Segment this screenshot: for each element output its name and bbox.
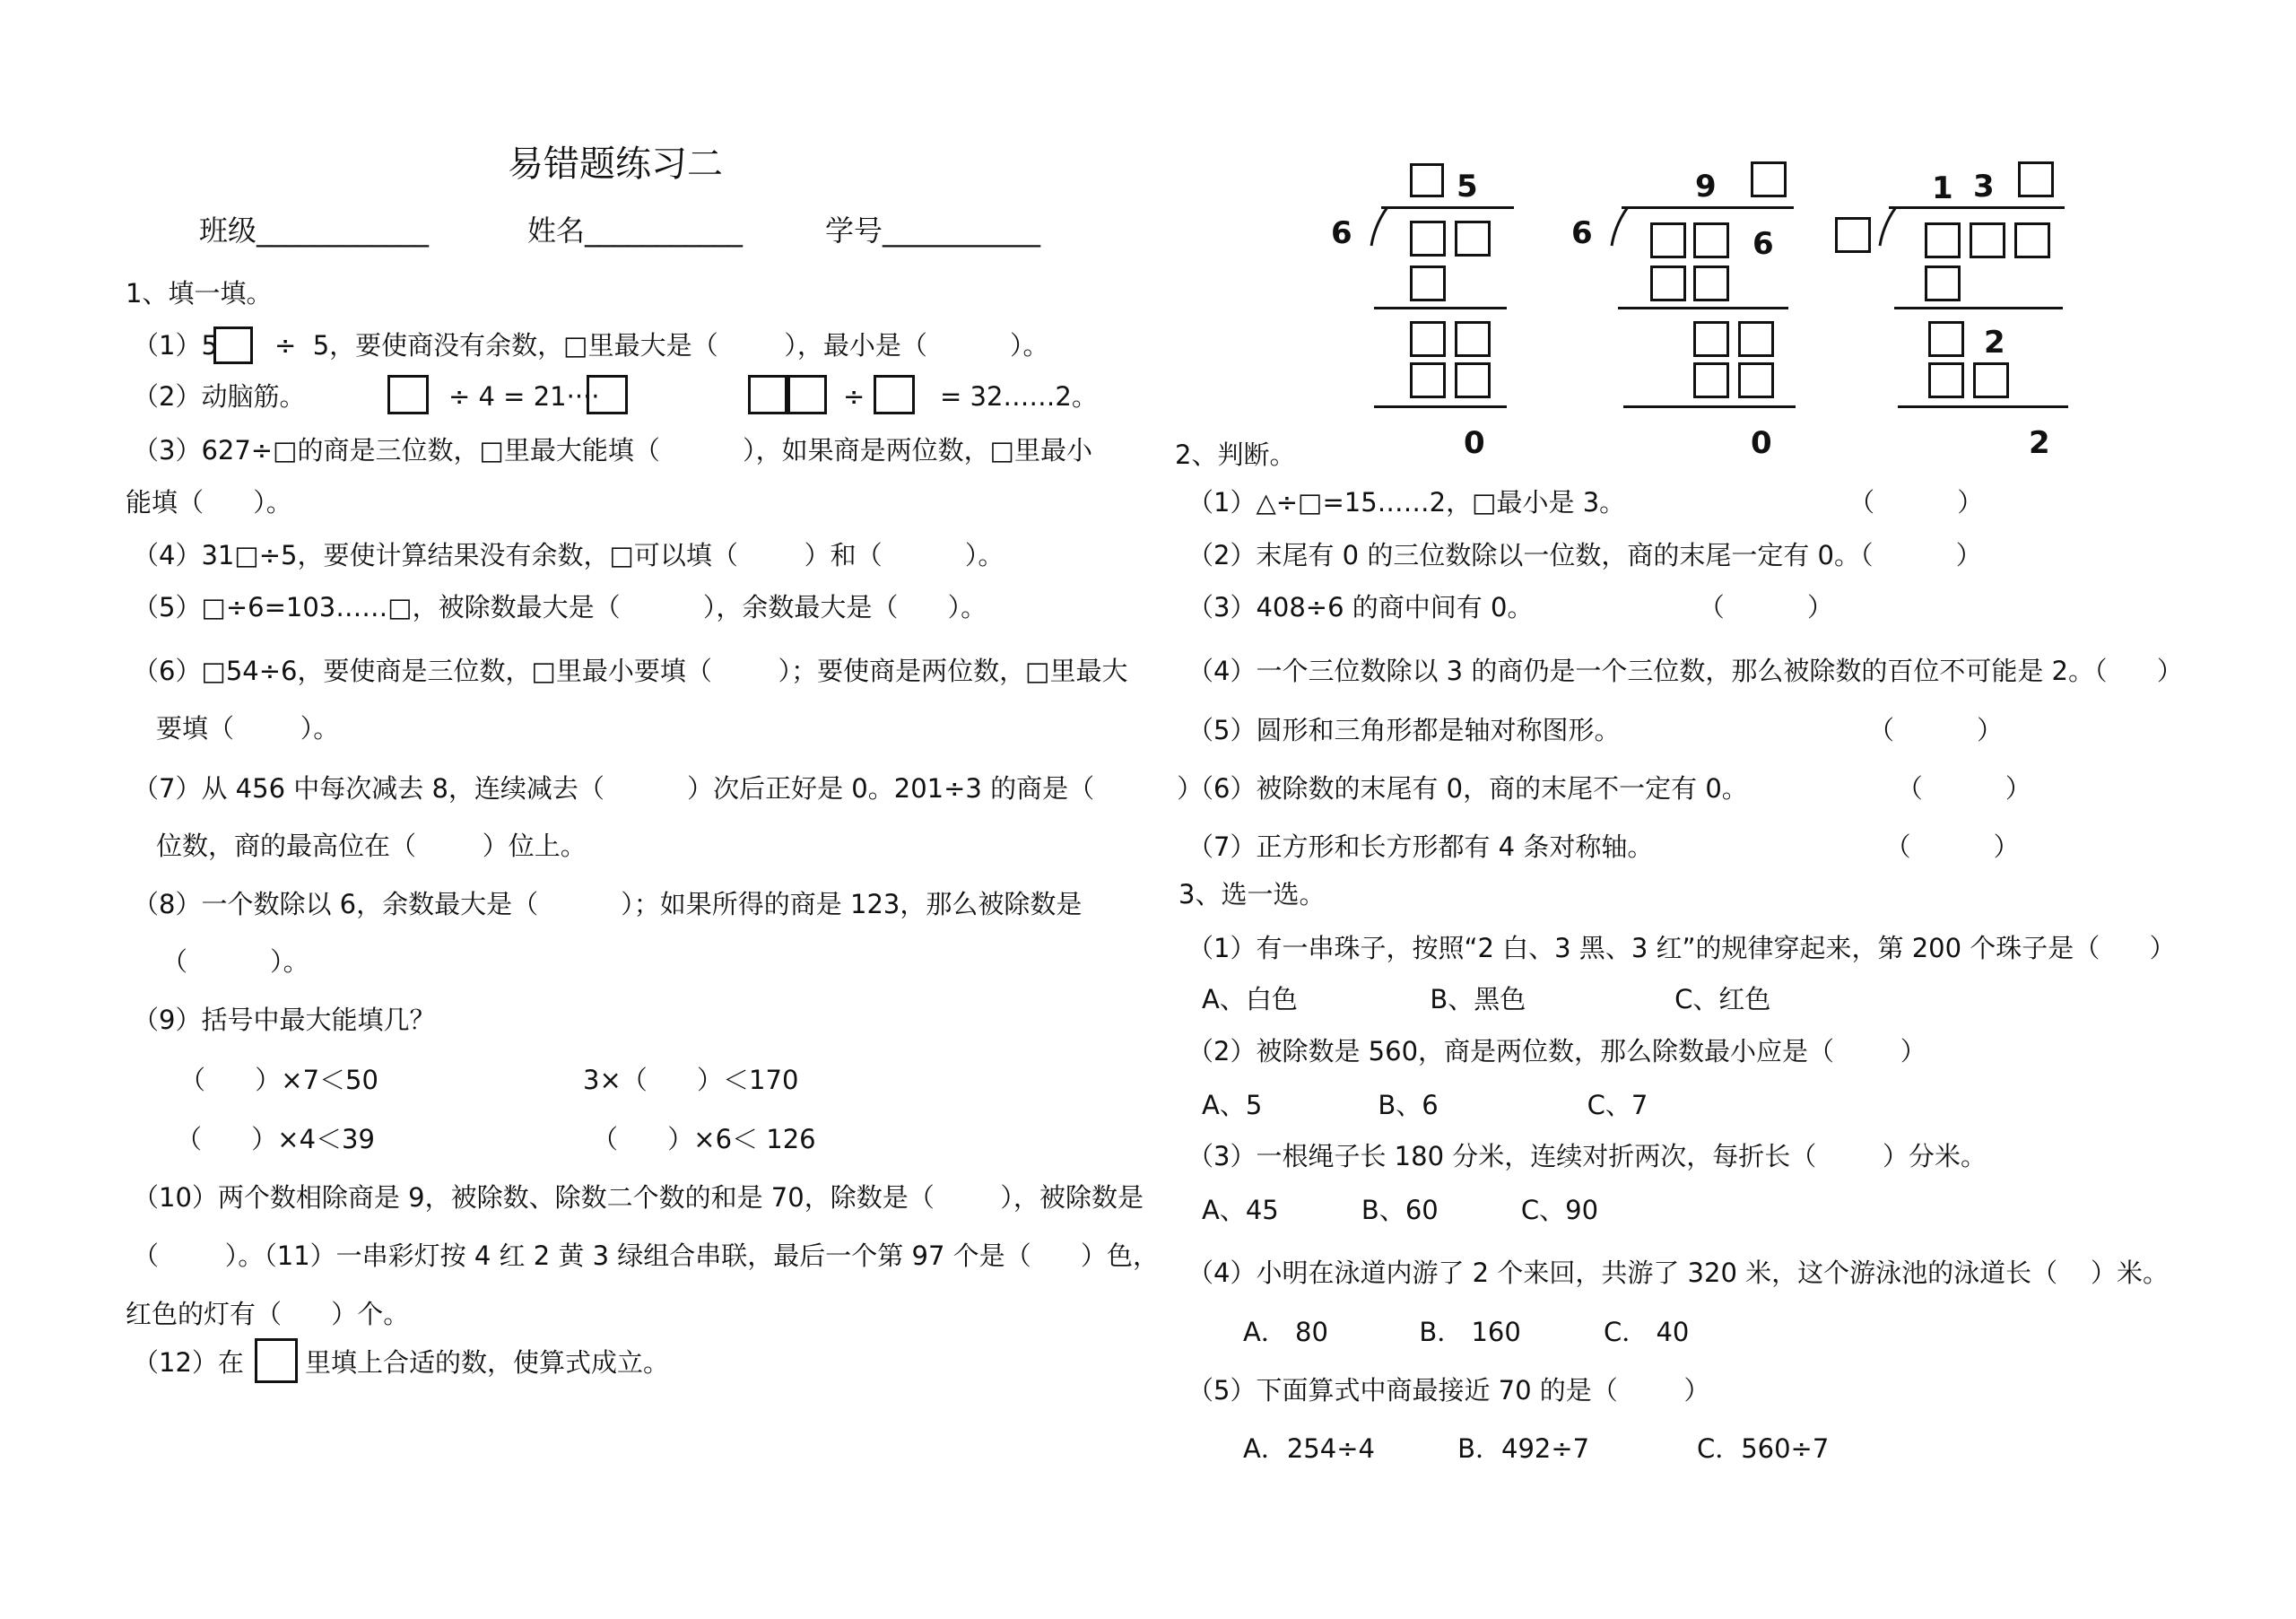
q1-prefix: （1）5 xyxy=(133,330,218,361)
choice-q4-options[interactable]: A． 80 B． 160 C． 40 xyxy=(1243,1317,1690,1347)
q9-c: （ ）×4＜39 xyxy=(176,1124,375,1154)
q2-box-1[interactable] xyxy=(387,375,429,414)
p1-box[interactable] xyxy=(1455,362,1491,398)
page-title: 易错题练习二 xyxy=(508,144,723,185)
q1-blank-box[interactable] xyxy=(213,326,253,364)
choice-q2: （2）被除数是 560，商是两位数，那么除数最小应是（ ） xyxy=(1187,1036,1926,1066)
judge-item-4: （4）一个三位数除以 3 的商仍是一个三位数，那么被除数的百位不可能是 2。（ ） xyxy=(1187,656,2183,686)
p2-quotient-digit: 9 xyxy=(1695,169,1717,205)
q12-text: 里填上合适的数，使算式成立。 xyxy=(305,1347,670,1378)
q2-div-sign: ÷ xyxy=(843,381,865,412)
p2-division-bracket xyxy=(1608,205,1635,249)
p1-box[interactable] xyxy=(1455,221,1491,257)
q2-text-2: = 32……2。 xyxy=(940,381,1098,412)
p1-mid-line xyxy=(1374,307,1507,309)
q1-text: ÷ 5，要使商没有余数，□里最大是（ ），最小是（ ）。 xyxy=(274,330,1049,361)
q10-line-1: （10）两个数相除商是 9，被除数、除数二个数的和是 70，除数是（ ），被除数是 xyxy=(133,1182,1144,1213)
q2-box-4[interactable] xyxy=(787,375,827,414)
section-3-heading: 3、选一选。 xyxy=(1178,879,1326,910)
q9-d: （ ）×6＜ 126 xyxy=(592,1124,816,1154)
p1-bottom-line xyxy=(1374,405,1507,408)
p3-mid-line xyxy=(1894,307,2063,309)
p3-box[interactable] xyxy=(1925,265,1961,301)
p1-box[interactable] xyxy=(1410,265,1446,301)
p3-quotient-digit-2: 3 xyxy=(1973,169,1995,205)
q11-line-3: 红色的灯有（ ）个。 xyxy=(126,1299,410,1329)
p2-remainder: 0 xyxy=(1751,425,1772,461)
p2-dividend-digit: 6 xyxy=(1752,226,1774,262)
p3-box[interactable] xyxy=(1970,222,2005,258)
q12-prefix: （12）在 xyxy=(133,1347,244,1378)
p2-quotient-box[interactable] xyxy=(1751,161,1787,197)
choice-q3-options[interactable]: A、45 B、60 C、90 xyxy=(1202,1195,1599,1225)
q3-line-2: 能填（ ）。 xyxy=(126,487,292,518)
p3-top-line xyxy=(1889,206,2065,209)
p1-box[interactable] xyxy=(1410,321,1446,357)
q5-text: （5）□÷6=103……□，被除数最大是（ ），余数最大是（ ）。 xyxy=(133,592,987,622)
q9-a: （ ）×7＜50 xyxy=(179,1065,378,1095)
p2-box[interactable] xyxy=(1738,321,1774,357)
p2-box[interactable] xyxy=(1693,321,1729,357)
p1-divisor: 6 xyxy=(1331,215,1352,251)
section-1-heading: 1、填一填。 xyxy=(126,278,273,309)
q4-text: （4）31□÷5，要使计算结果没有余数，□可以填（ ）和（ ）。 xyxy=(133,540,1004,570)
q6-line-2: 要填（ ）。 xyxy=(156,713,340,744)
q2-box-3[interactable] xyxy=(748,375,787,414)
choice-q2-options[interactable]: A、5 B、6 C、7 xyxy=(1202,1090,1648,1120)
p3-partial-digit: 2 xyxy=(1984,325,2005,361)
q6-line-1: （6）□54÷6，要使商是三位数，□里最小要填（ ）；要使商是两位数，□里最大 xyxy=(133,656,1128,686)
q2-box-2[interactable] xyxy=(587,375,628,414)
choice-q4: （4）小明在泳道内游了 2 个来回，共游了 320 米，这个游泳池的泳道长（ ）米。 xyxy=(1187,1258,2170,1288)
p2-bottom-line xyxy=(1623,405,1796,408)
p1-box[interactable] xyxy=(1410,221,1446,257)
p2-top-line xyxy=(1622,206,1794,209)
q9-b: 3×（ ）＜170 xyxy=(583,1065,799,1095)
choice-q1: （1）有一串珠子，按照“2 白、3 黑、3 红”的规律穿起来，第 200 个珠子是（ ） xyxy=(1187,933,2176,963)
p2-box[interactable] xyxy=(1650,265,1686,301)
judge-item-2: （2）末尾有 0 的三位数除以一位数，商的末尾一定有 0。（ ） xyxy=(1187,540,1982,570)
p3-remainder: 2 xyxy=(2029,425,2050,461)
p3-division-bracket xyxy=(1876,205,1903,249)
p3-box[interactable] xyxy=(1973,362,2009,398)
judge-item-3: （3）408÷6 的商中间有 0。 （ ） xyxy=(1187,592,1833,622)
p2-box[interactable] xyxy=(1693,362,1729,398)
p2-divisor: 6 xyxy=(1571,215,1593,251)
q7-line-2: 位数，商的最高位在（ ）位上。 xyxy=(156,831,587,861)
q9-heading: （9）括号中最大能填几？ xyxy=(133,1005,436,1035)
choice-q1-options[interactable]: A、白色 B、黑色 C、红色 xyxy=(1202,984,1771,1014)
p1-top-line xyxy=(1381,206,1514,209)
q10-line-2: （ ）。（11）一串彩灯按 4 红 2 黄 3 绿组合串联，最后一个第 97 个是（ ）色， xyxy=(133,1240,1159,1271)
q7-line-1: （7）从 456 中每次减去 8，连续减去（ ）次后正好是 0。201÷3 的商是（ ） xyxy=(133,773,1204,804)
judge-item-6: （6）被除数的末尾有 0，商的末尾不一定有 0。 （ ） xyxy=(1187,773,2031,804)
judge-item-1: （1）△÷□=15……2，□最小是 3。 （ ） xyxy=(1187,487,1984,518)
p2-box[interactable] xyxy=(1738,362,1774,398)
q12-sample-box xyxy=(255,1338,298,1383)
p2-mid-line xyxy=(1618,307,1788,309)
q8-line-1: （8）一个数除以 6，余数最大是（ ）；如果所得的商是 123，那么被除数是 xyxy=(133,889,1083,919)
q8-line-2: （ ）。 xyxy=(161,946,309,977)
p1-remainder: 0 xyxy=(1464,425,1485,461)
p2-box[interactable] xyxy=(1650,222,1686,258)
p3-quotient-digit-1: 1 xyxy=(1932,170,1953,206)
q2-text-1: ÷ 4 = 21···· xyxy=(448,381,600,412)
p3-box[interactable] xyxy=(1925,222,1961,258)
p3-quotient-box[interactable] xyxy=(2018,161,2054,197)
p1-box[interactable] xyxy=(1410,362,1446,398)
class-field[interactable]: 班级____________ xyxy=(199,213,430,248)
p2-box[interactable] xyxy=(1693,265,1729,301)
q2-box-5[interactable] xyxy=(874,375,915,414)
p1-box[interactable] xyxy=(1455,321,1491,357)
p3-box[interactable] xyxy=(2014,222,2050,258)
judge-item-5: （5）圆形和三角形都是轴对称图形。 （ ） xyxy=(1187,715,2004,745)
p3-bottom-line xyxy=(1898,405,2068,408)
q3-line-1: （3）627÷□的商是三位数，□里最大能填（ ），如果商是两位数，□里最小 xyxy=(133,435,1092,466)
p1-quotient-box[interactable] xyxy=(1410,163,1444,197)
p1-quotient-digit: 5 xyxy=(1457,169,1478,205)
choice-q3: （3）一根绳子长 180 分米，连续对折两次，每折长（ ）分米。 xyxy=(1187,1141,1987,1171)
name-field[interactable]: 姓名___________ xyxy=(527,213,744,248)
section-2-heading: 2、判断。 xyxy=(1175,440,1296,470)
q2-prefix: （2）动脑筋。 xyxy=(133,381,306,412)
p1-division-bracket xyxy=(1368,205,1395,249)
choice-q5-options[interactable]: A．254÷4 B．492÷7 C．560÷7 xyxy=(1243,1433,1830,1464)
p3-box[interactable] xyxy=(1928,362,1964,398)
student-id-field[interactable]: 学号___________ xyxy=(825,213,1041,248)
p3-divisor-box[interactable] xyxy=(1835,217,1871,253)
choice-q5: （5）下面算式中商最接近 70 的是（ ） xyxy=(1187,1375,1710,1406)
p3-box[interactable] xyxy=(1928,321,1964,357)
judge-item-7: （7）正方形和长方形都有 4 条对称轴。 （ ） xyxy=(1187,831,2020,862)
p2-box[interactable] xyxy=(1693,222,1729,258)
